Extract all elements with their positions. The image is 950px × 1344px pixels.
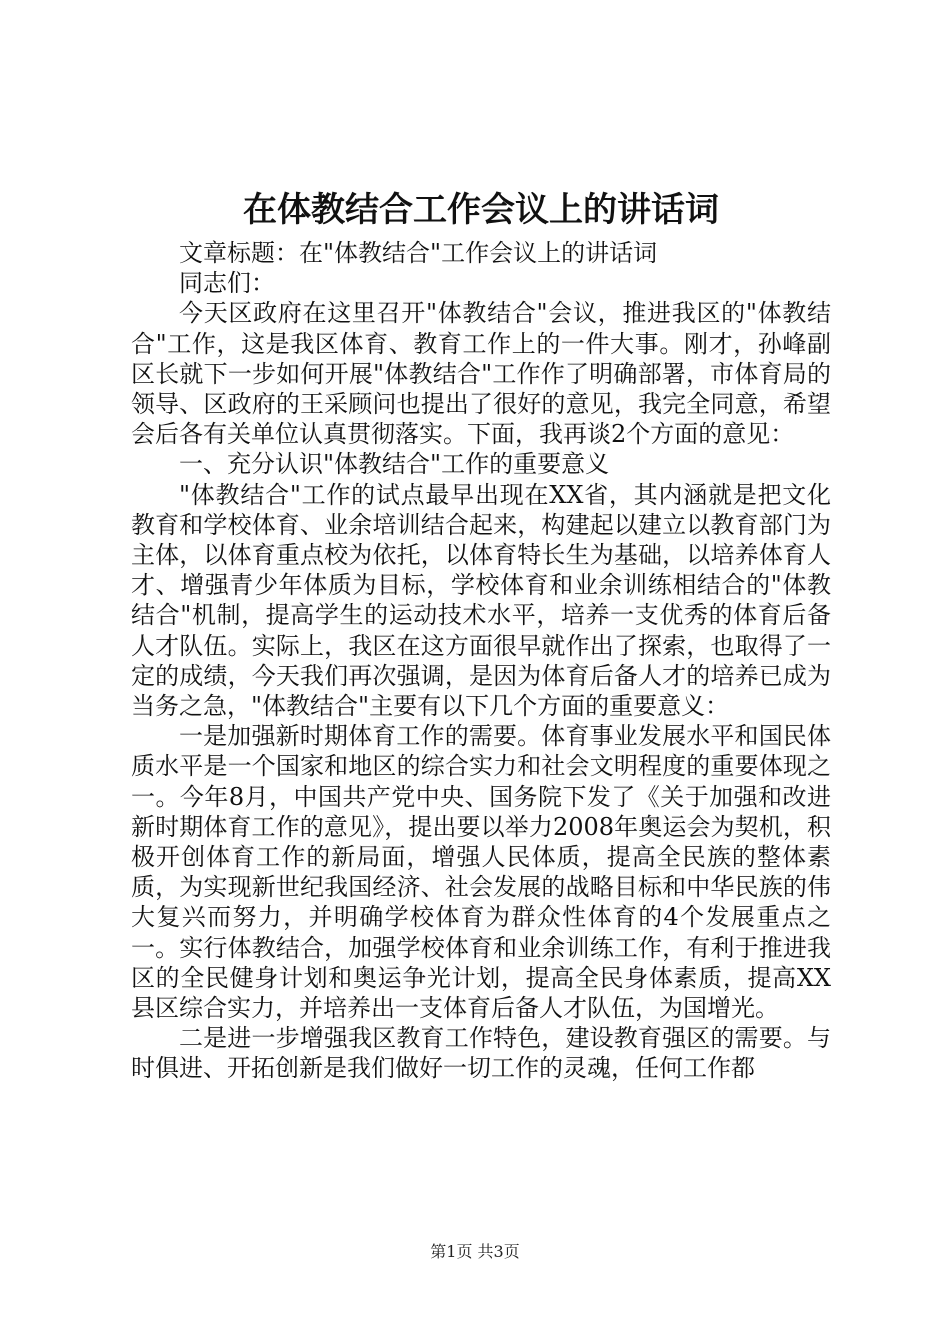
section-heading: 一、充分认识"体教结合"工作的重要意义 [179, 450, 610, 479]
body-paragraph: 一是加强新时期体育工作的需要。体育事业发展水平和国民体质水平是一个国家和地区的综合实力和社会文明程度的重要体现之一。今年8月，中国共产党中央、国务院下发了《关于加强和改进新时期体育工作的意见》，提出要以举力2008年奥运会为契机，积极开创体育工作的新局面，增强人民体质，提高全民族的整体素质，为实现新世纪我国经济、社会发展的战略目标和中华民族的伟大复兴而努力，并明确学校体育为群众性体育的4个发展重点之一。实行体教结合，加强学校体育和业余训练工作，有利于推进我区的全民健身计划和奥运争光计划，提高全民身体素质，提高XX县区综合实力，并培养出一支体育后备人才队伍，为国增光。 [131, 722, 831, 1023]
body-paragraph: 二是进一步增强我区教育工作特色，建设教育强区的需要。与时俱进、开拓创新是我们做好一切工作的灵魂，任何工作都 [131, 1024, 831, 1083]
body-paragraph: 今天区政府在这里召开"体教结合"会议，推进我区的"体教结合"工作，这是我区体育、教育工作上的一件大事。刚才，孙峰副区长就下一步如何开展"体教结合"工作作了明确部署，市体育局的领导、区政府的王采顾问也提出了很好的意见，我完全同意，希望会后各有关单位认真贯彻落实。下面，我再谈2个方面的意见： [131, 299, 831, 449]
salutation: 同志们： [179, 269, 275, 298]
article-title-line: 文章标题：在"体教结合"工作会议上的讲话词 [179, 239, 658, 267]
document-title: 在体教结合工作会议上的讲话词 [243, 190, 719, 230]
body-paragraph: "体教结合"工作的试点最早出现在XX省，其内涵就是把文化教育和学校体育、业余培训结合起来，构建起以建立以教育部门为主体，以体育重点校为依托，以体育特长生为基础，以培养体育人才、增强青少年体质为目标，学校体育和业余训练相结合的"体教结合"机制，提高学生的运动技术水平，培养一支优秀的体育后备人才队伍。实际上，我区在这方面很早就作出了探索，也取得了一定的成绩，今天我们再次强调，是因为体育后备人才的培养已成为当务之急，"体教结合"主要有以下几个方面的重要意义： [131, 480, 831, 721]
page-footer: 第1页 共3页 [430, 1242, 520, 1261]
document-body [131, 188, 831, 1084]
